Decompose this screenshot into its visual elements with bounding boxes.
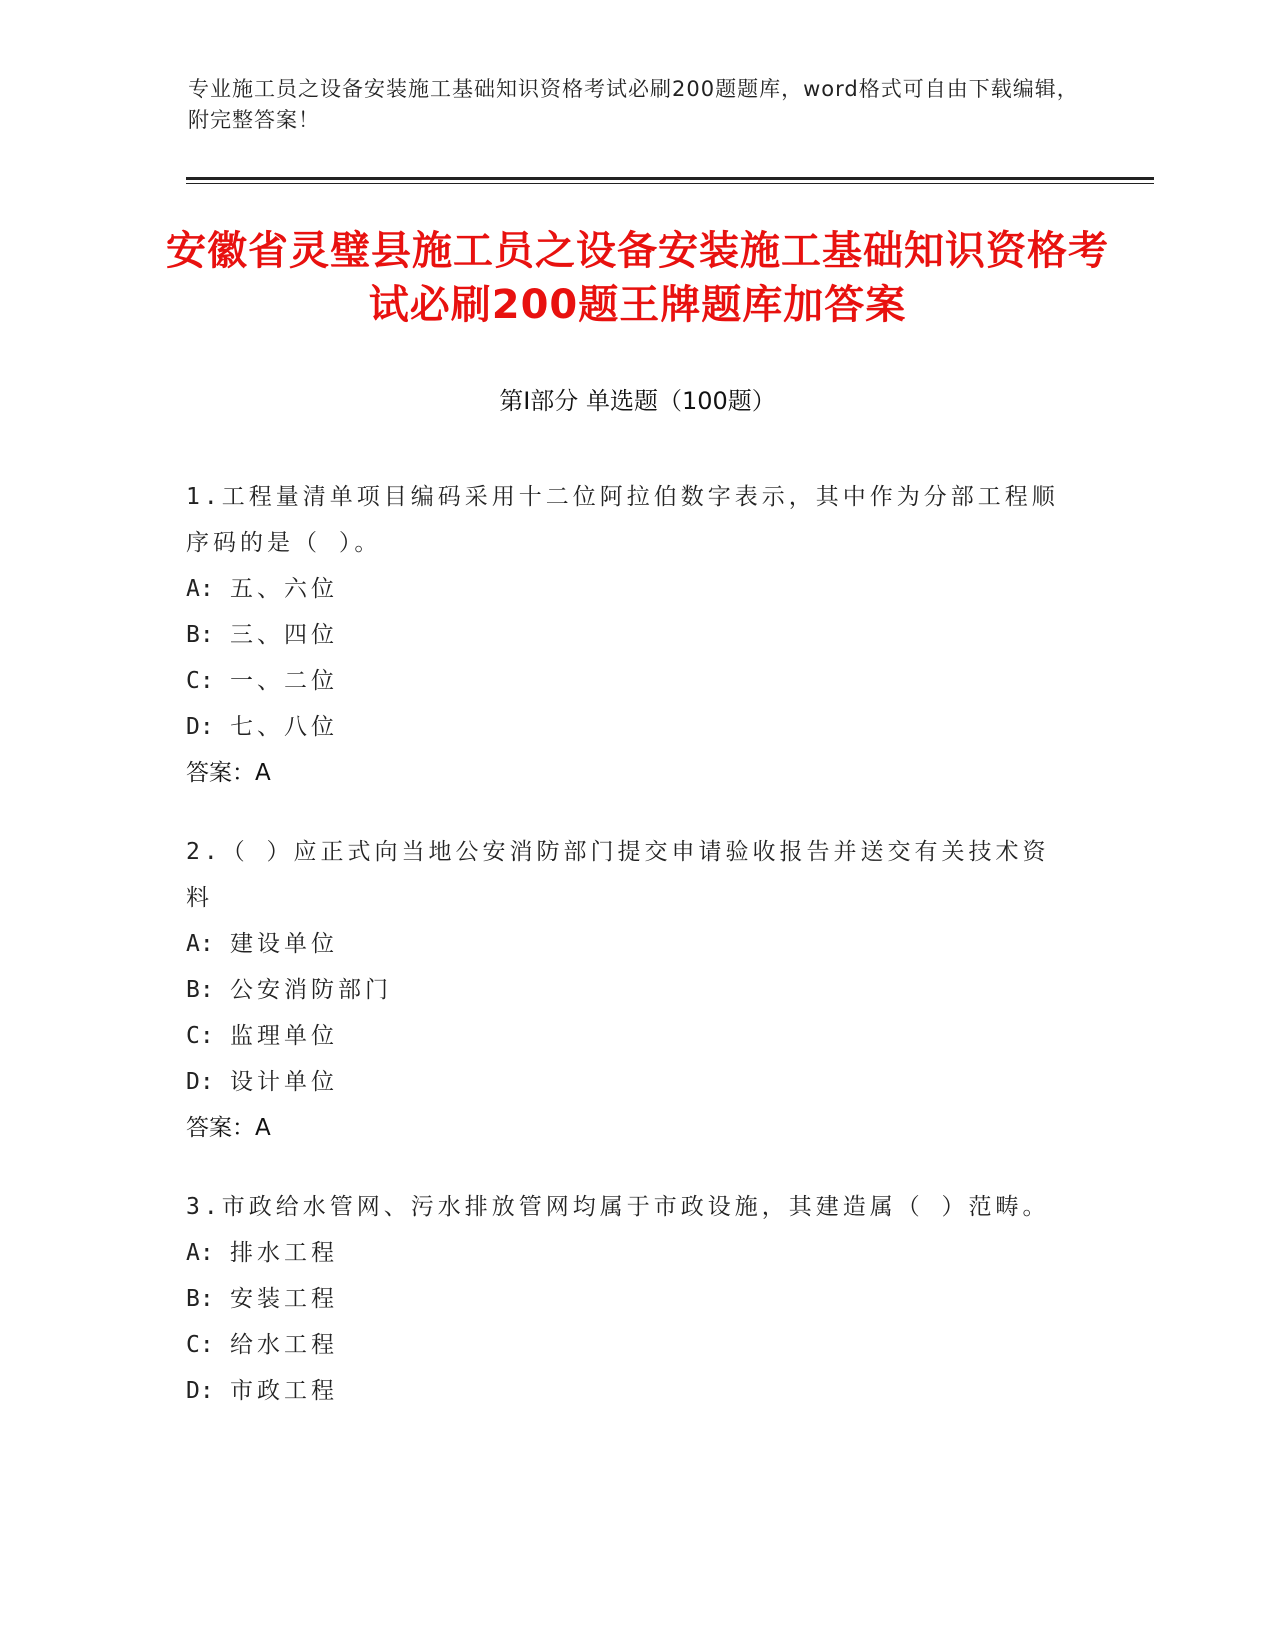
option-d	[186, 1059, 1076, 1105]
question-item	[186, 829, 1076, 1151]
document-title: 安徽省灵璧县施工员之设备安装施工基础知识资格考试必刷200题王牌题库加答案	[166, 228, 1109, 328]
option-letter: B:	[186, 1286, 214, 1312]
option-b	[186, 612, 1076, 658]
option-b	[186, 1276, 1076, 1322]
option-c	[186, 1013, 1076, 1059]
option-letter: D:	[186, 1378, 214, 1404]
header-note: 专业施工员之设备安装施工基础知识资格考试必刷200题题库，word格式可自由下载编辑，附完整答案！	[188, 77, 1079, 132]
option-text: 公安消防部门	[230, 977, 392, 1003]
section-heading: 第Ⅰ部分 单选题（100题）	[499, 387, 776, 415]
option-text: 排水工程	[230, 1240, 338, 1266]
option-text: 一、二位	[230, 668, 338, 694]
option-a	[186, 1230, 1076, 1276]
question-list	[186, 474, 1076, 1447]
option-d	[186, 1368, 1076, 1414]
header-divider-thin	[186, 183, 1154, 184]
option-letter: B:	[186, 622, 214, 648]
option-letter: D:	[186, 714, 214, 740]
question-item	[186, 474, 1076, 796]
option-a	[186, 921, 1076, 967]
option-text: 建设单位	[230, 931, 338, 957]
header-divider	[186, 177, 1154, 180]
option-a	[186, 566, 1076, 612]
answer-line: 答案：A	[186, 1115, 271, 1141]
question-stem: 1.工程量清单项目编码采用十二位阿拉伯数字表示，其中作为分部工程顺序码的是（ ）。	[186, 484, 1059, 556]
option-b	[186, 967, 1076, 1013]
answer-line: 答案：A	[186, 760, 271, 786]
option-letter: C:	[186, 1332, 214, 1358]
option-letter: A:	[186, 931, 214, 957]
option-text: 七、八位	[230, 714, 338, 740]
option-text: 给水工程	[230, 1332, 338, 1358]
option-letter: D:	[186, 1069, 214, 1095]
option-letter: B:	[186, 977, 214, 1003]
option-letter: C:	[186, 1023, 214, 1049]
option-text: 监理单位	[230, 1023, 338, 1049]
option-text: 安装工程	[230, 1286, 338, 1312]
option-text: 三、四位	[230, 622, 338, 648]
option-d	[186, 704, 1076, 750]
option-letter: A:	[186, 576, 214, 602]
question-stem: 3.市政给水管网、污水排放管网均属于市政设施，其建造属（ ）范畴。	[186, 1194, 1050, 1220]
question-stem: 2.（ ）应正式向当地公安消防部门提交申请验收报告并送交有关技术资料	[186, 839, 1050, 911]
option-text: 市政工程	[230, 1378, 338, 1404]
option-c	[186, 658, 1076, 704]
option-letter: A:	[186, 1240, 214, 1266]
option-c	[186, 1322, 1076, 1368]
option-text: 五、六位	[230, 576, 338, 602]
option-text: 设计单位	[230, 1069, 338, 1095]
option-letter: C:	[186, 668, 214, 694]
question-item	[186, 1184, 1076, 1414]
